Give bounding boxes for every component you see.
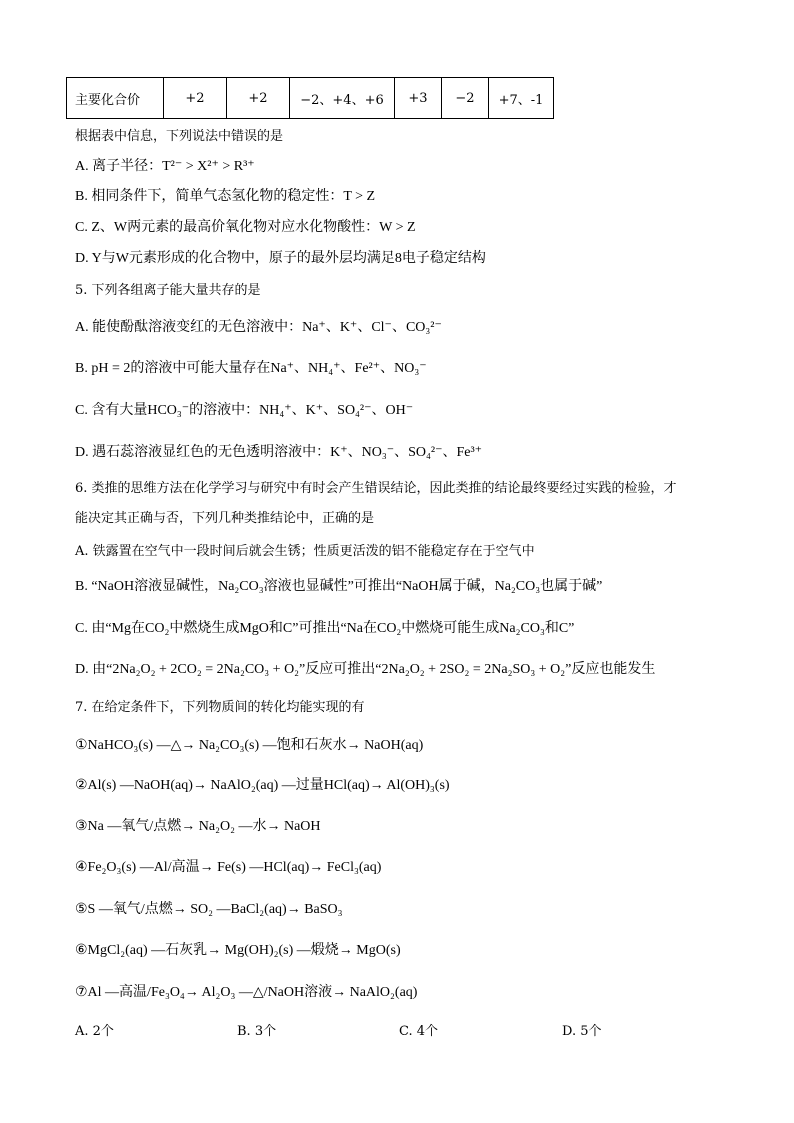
q5-option-c: C. 含有大量HCO₃⁻的溶液中：NH₄⁺、K⁺、SO₄²⁻、OH⁻ [75,403,414,418]
q4-option-a: A. 离子半径：T²⁻ > X²⁺ > R³⁺ [75,159,255,174]
q4-stem: 根据表中信息，下列说法中错误的是 [75,129,284,144]
q7-item-6: ⑥MgCl₂(aq) —石灰乳→ Mg(OH)₂(s) —煅烧→ MgO(s) [75,943,401,958]
q7-item-4: ④Fe₂O₃(s) —Al/高温→ Fe(s) —HCl(aq)→ FeCl₃(aq) [75,860,382,875]
table-header-cell: 主要化合价 [67,78,164,119]
q4-option-b: B. 相同条件下，简单气态氢化物的稳定性：T > Z [75,189,376,204]
q7-item-3: ③Na —氧气/点燃→ Na₂O₂ —水→ NaOH [75,819,321,834]
q5-option-a: A. 能使酚酞溶液变红的无色溶液中：Na⁺、K⁺、Cl⁻、CO₃²⁻ [75,320,442,335]
q7-item-5: ⑤S —氧气/点燃→ SO₂ —BaCl₂(aq)→ BaSO₃ [75,902,343,917]
q6-option-c: C. 由“Mg在CO₂中燃烧生成MgO和C”可推出“Na在CO₂中燃烧可能生成Na₂CO₃和C” [75,621,575,636]
q7-option-d: D. 5个 [562,1024,602,1039]
q6-option-b: B. “NaOH溶液显碱性，Na₂CO₃溶液也显碱性”可推出“NaOH属于碱，Na₂CO₃也属于碱” [75,579,603,594]
q7-item-1: ①NaHCO₃(s) —△→ Na₂CO₃(s) —饱和石灰水→ NaOH(aq) [75,738,424,753]
q6-option-a: A. 铁露置在空气中一段时间后就会生锈；性质更活泼的铝不能稳定存在于空气中 [75,544,535,559]
table-cell: +3 [395,78,442,119]
table-cell: −2、+4、+6 [290,78,395,119]
table-cell: −2 [442,78,489,119]
q7-item-7: ⑦Al —高温/Fe₃O₄→ Al₂O₃ —△/NaOH溶液→ NaAlO₂(aq) [75,985,418,1000]
q7-option-b: B. 3个 [237,1024,277,1039]
q5-option-d: D. 遇石蕊溶液显红色的无色透明溶液中：K⁺、NO₃⁻、SO₄²⁻、Fe³⁺ [75,445,483,460]
q5-option-b: B. pH = 2的溶液中可能大量存在Na⁺、NH₄⁺、Fe²⁺、NO₃⁻ [75,361,427,376]
q5-stem: 5. 下列各组离子能大量共存的是 [75,283,261,298]
table-cell: +2 [164,78,227,119]
q4-option-d: D. Y与W元素形成的化合物中，原子的最外层均满足8电子稳定结构 [75,251,486,266]
q6-option-d: D. 由“2Na₂O₂ + 2CO₂ = 2Na₂CO₃ + O₂”反应可推出“2Na₂O₂ + 2SO₂ = 2Na₂SO₃ + O₂”反应也能发生 [75,662,656,677]
table-cell: +7、-1 [489,78,554,119]
table-cell: +2 [227,78,290,119]
q7-option-c: C. 4个 [399,1024,439,1039]
q7-stem: 7. 在给定条件下，下列物质间的转化均能实现的有 [75,700,365,715]
table-row [67,78,554,119]
q7-item-2: ②Al(s) —NaOH(aq)→ NaAlO₂(aq) —过量HCl(aq)→ Al(OH)₃(s) [75,778,450,793]
q6-stem-line2: 能决定其正确与否，下列几种类推结论中，正确的是 [75,511,375,526]
q4-option-c: C. Z、W两元素的最高价氧化物对应水化物酸性：W > Z [75,220,416,235]
q7-option-a: A. 2个 [75,1024,114,1039]
valence-table [66,77,554,119]
q6-stem-line1: 6. 类推的思维方法在化学学习与研究中有时会产生错误结论，因此类推的结论最终要经过实践的检验，才 [75,481,677,496]
